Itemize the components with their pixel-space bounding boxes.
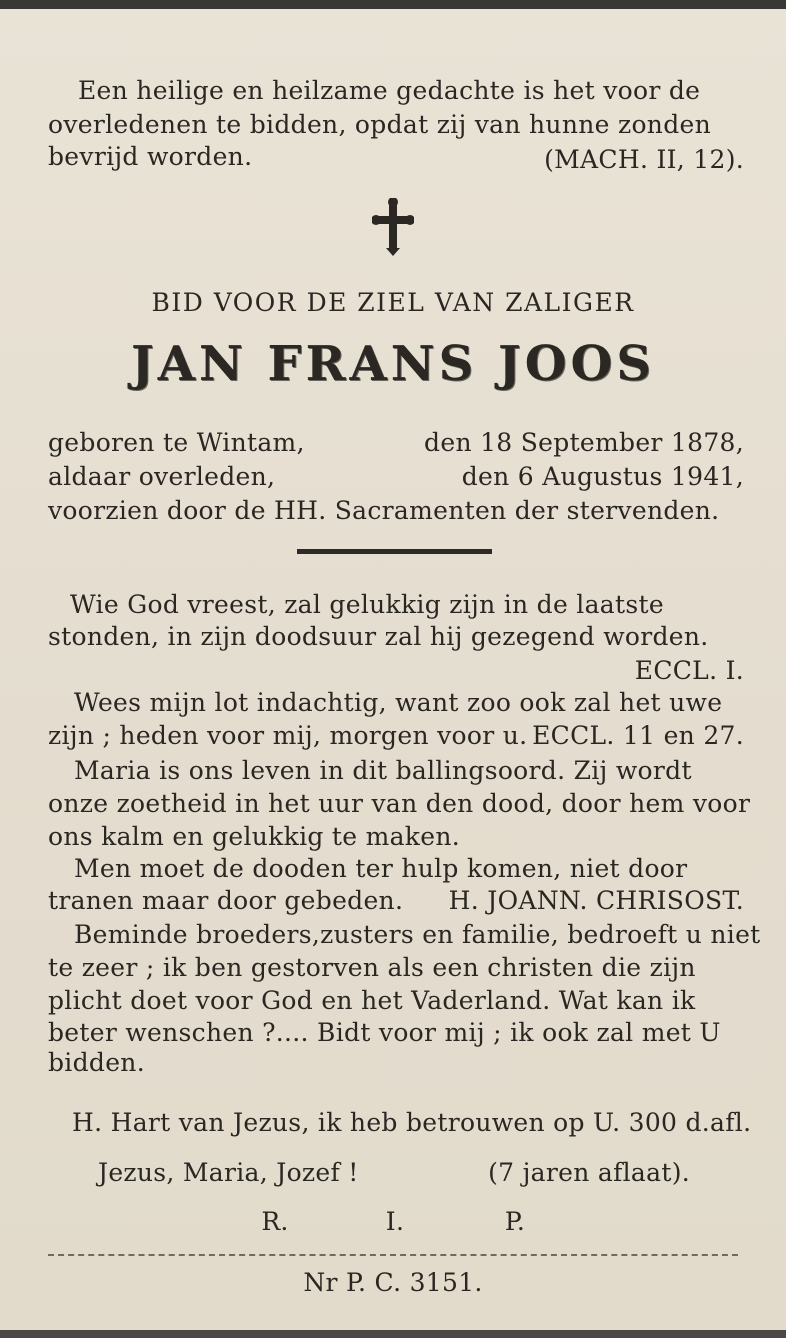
deceased-name: JAN FRANS JOOS [131,336,655,392]
prayer-sacred-heart: H. Hart van Jezus, ik heb betrouwen op U. 300 d.afl. [72,1108,752,1137]
text-line: bidden. [48,1048,145,1077]
text-line: zijn ; heden voor mij, morgen voor u. [48,721,528,750]
text-line: onze zoetheid in het uur van den dood, door hem voor [48,789,751,818]
bottom-edge [0,1330,786,1338]
text-line: Wees mijn lot indachtig, want zoo ook zal het uwe [74,688,723,717]
rip-letter: R. [261,1207,289,1236]
text-line: stonden, in zijn doodsuur zal hij gezegend worden. [48,622,709,651]
birth-date: den 18 September 1878, [424,428,744,457]
text-line: beter wenschen ?.... Bidt voor mij ; ik ook zal met U [48,1018,721,1047]
verse-line-1: Een heilige en heilzame gedachte is het voor de [78,76,701,105]
text-line: Wie God vreest, zal gelukkig zijn in de laatste [70,590,664,619]
text-line: ons kalm en gelukkig te maken. [48,822,461,851]
cross-icon [372,198,414,256]
text-reference: H. JOANN. CHRISOST. [448,886,744,915]
rip-letter: I. [385,1207,405,1236]
text-line: Men moet de dooden ter hulp komen, niet door [74,854,688,883]
text-line: te zeer ; ik ben gestorven als een christen die zijn [48,953,696,982]
verse-line-2: overledenen te bidden, opdat zij van hunne zonden [48,110,712,139]
sacraments-line: voorzien door de HH. Sacramenten der stervenden. [48,496,720,525]
prayer-holy-family: Jezus, Maria, Jozef ! [98,1158,359,1187]
text-line: plicht doet voor God en het Vaderland. Wat kan ik [48,986,696,1015]
rip-line [215,1207,575,1237]
text-line: tranen maar door gebeden. [48,886,404,915]
death-place: aldaar overleden, [48,462,276,491]
death-date: den 6 Augustus 1941, [461,462,744,491]
text-line: Beminde broeders,zusters en familie, bedroeft u niet [74,920,761,949]
indulgence-note: (7 jaren aflaat). [488,1158,690,1187]
dotted-divider [48,1254,738,1256]
header-prayer: BID VOOR DE ZIEL VAN ZALIGER [151,288,635,317]
text-reference: ECCL. I. [634,656,744,685]
top-edge [0,0,786,9]
text-line: Maria is ons leven in dit ballingsoord. Zij wordt [74,756,692,785]
birth-place: geboren te Wintam, [48,428,305,457]
verse-reference: (MACH. II, 12). [544,145,744,174]
print-number: Nr P. C. 3151. [303,1268,483,1297]
divider-rule [297,549,492,554]
verse-line-3: bevrijd worden. [48,142,253,171]
rip-letter: P. [504,1207,526,1236]
text-reference: ECCL. 11 en 27. [532,721,744,750]
